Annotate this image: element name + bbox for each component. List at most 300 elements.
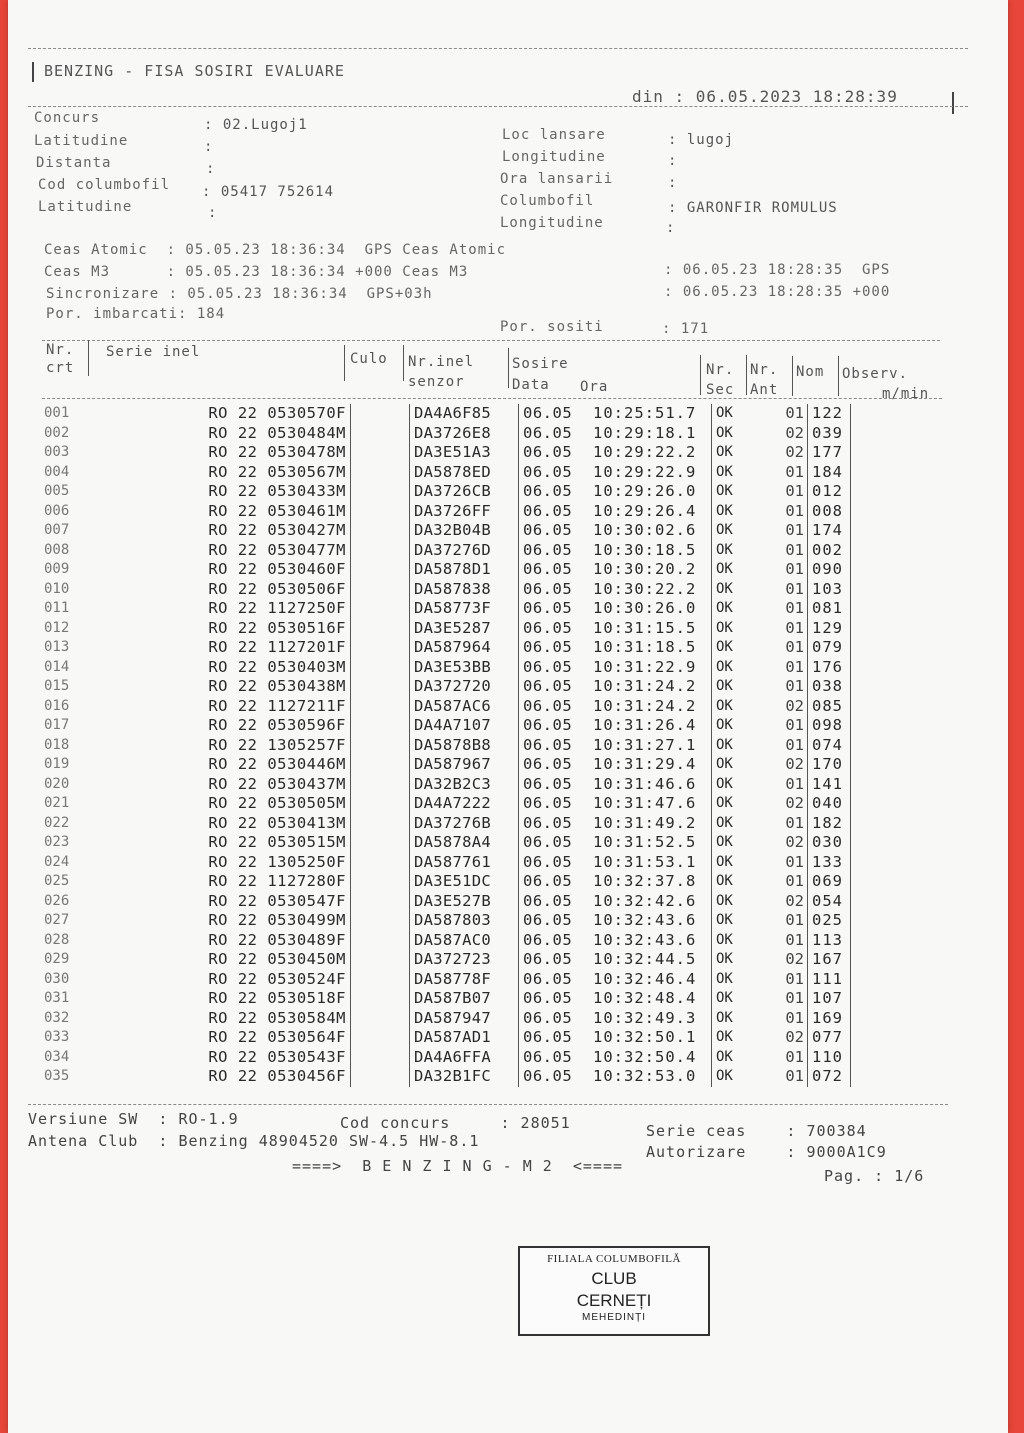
row-data: 06.05 xyxy=(523,1067,573,1085)
col-nom: Nom xyxy=(796,364,825,380)
row-data: 06.05 xyxy=(523,696,573,715)
row-data: 06.05 xyxy=(523,969,573,988)
col-nr-ant-1: Nr. xyxy=(750,362,779,378)
row-nr-ant: 02 xyxy=(774,424,808,444)
row-data: 06.05 xyxy=(523,716,573,734)
row-nr-sec: OK xyxy=(716,951,733,967)
row-nr-sec: OK xyxy=(716,970,733,987)
stamp-line-filiala: FILIALA COLUMBOFILĂ xyxy=(547,1253,681,1265)
table-row xyxy=(44,911,851,931)
por-sositi-label: Por. sositi xyxy=(500,319,604,335)
info-label-columbofil: Columbofil xyxy=(500,193,595,209)
table-row xyxy=(44,482,851,502)
row-ora: 10:29:22.2 xyxy=(593,443,712,463)
row-nr-sec: OK xyxy=(716,990,733,1006)
row-culo xyxy=(351,1067,410,1087)
row-nr: 012 xyxy=(44,619,70,636)
row-nr-ant: 01 xyxy=(774,814,808,834)
footer-cod-concurs: Cod concurs : 28051 xyxy=(340,1114,571,1132)
row-nr-sec: OK xyxy=(716,541,733,558)
table-row xyxy=(44,560,851,580)
row-nom: 170 xyxy=(808,755,851,775)
row-culo xyxy=(351,814,410,834)
row-ora: 10:31:47.6 xyxy=(593,794,712,814)
row-ora: 10:32:50.4 xyxy=(593,1048,712,1068)
row-serie-inel: RO 22 1127250F xyxy=(94,599,351,619)
row-data: 06.05 xyxy=(523,638,573,656)
row-nr: 014 xyxy=(44,658,70,675)
col-divider-2 xyxy=(344,345,345,381)
row-nr-inel-senzor: DA587AD1 xyxy=(410,1028,519,1048)
row-serie-inel: RO 22 0530564F xyxy=(94,1028,351,1048)
row-serie-inel: RO 22 1127201F xyxy=(94,638,351,658)
table-row xyxy=(44,736,851,756)
col-nr-sec-1: Nr. xyxy=(706,362,735,378)
row-nom: 012 xyxy=(808,482,851,502)
table-row xyxy=(44,599,851,619)
row-nr-ant: 02 xyxy=(774,443,808,463)
info-value-ora-lansarii: : xyxy=(668,175,678,191)
row-nr-ant: 01 xyxy=(774,502,808,522)
arrivals-table xyxy=(44,404,851,1087)
info-value-concurs: : 02.Lugoj1 xyxy=(204,117,308,133)
row-serie-inel: RO 22 0530567M xyxy=(94,463,351,483)
stamp-line-cerneti: CERNEȚI xyxy=(576,1291,652,1310)
row-nr-inel-senzor: DA3726FF xyxy=(410,502,519,522)
table-row xyxy=(44,892,851,912)
row-nr-inel-senzor: DA4A7222 xyxy=(410,794,519,814)
row-nom: 122 xyxy=(808,404,851,424)
col-culo: Culo xyxy=(350,351,388,367)
row-nr-inel-senzor: DA3E53BB xyxy=(410,658,519,678)
row-nom: 079 xyxy=(808,638,851,658)
row-serie-inel: RO 22 1305257F xyxy=(94,736,351,756)
row-nr-sec: OK xyxy=(716,502,733,519)
row-nom: 072 xyxy=(808,1067,851,1087)
col-divider-7 xyxy=(792,356,793,396)
row-data: 06.05 xyxy=(523,657,573,676)
row-data: 06.05 xyxy=(523,911,573,929)
row-nr: 017 xyxy=(44,717,70,733)
row-nr: 034 xyxy=(44,1048,70,1065)
row-nr-ant: 01 xyxy=(774,989,808,1009)
row-nr: 002 xyxy=(44,424,70,441)
row-nr-ant: 01 xyxy=(774,580,808,600)
row-culo xyxy=(351,502,410,522)
row-ora: 10:25:51.7 xyxy=(593,404,712,424)
row-nom: 081 xyxy=(808,599,851,619)
col-data: Data xyxy=(512,377,550,393)
row-data: 06.05 xyxy=(523,774,573,793)
row-nom: 111 xyxy=(808,970,851,990)
row-nr-inel-senzor: DA372723 xyxy=(410,950,519,970)
col-divider-3 xyxy=(403,345,404,381)
row-serie-inel: RO 22 0530403M xyxy=(94,658,351,678)
row-nr-inel-senzor: DA587AC6 xyxy=(410,697,519,717)
row-ora: 10:30:18.5 xyxy=(593,541,712,561)
row-serie-inel: RO 22 0530413M xyxy=(94,814,351,834)
table-row xyxy=(44,1067,851,1087)
table-row xyxy=(44,716,851,736)
row-data: 06.05 xyxy=(523,521,573,539)
row-nr-ant: 01 xyxy=(774,677,808,697)
row-nr-ant: 01 xyxy=(774,736,808,756)
row-serie-inel: RO 22 0530505M xyxy=(94,794,351,814)
row-nr-inel-senzor: DA372720 xyxy=(410,677,519,697)
row-culo xyxy=(351,1028,410,1048)
table-row xyxy=(44,989,851,1009)
row-nr-ant: 01 xyxy=(774,1009,808,1029)
row-culo xyxy=(351,872,410,892)
row-nr-sec: OK xyxy=(716,1009,733,1026)
row-serie-inel: RO 22 0530437M xyxy=(94,775,351,795)
row-serie-inel: RO 22 0530547F xyxy=(94,892,351,912)
row-nom: 054 xyxy=(808,892,851,912)
row-nr: 007 xyxy=(44,522,70,538)
row-nr-sec: OK xyxy=(716,717,733,733)
row-data: 06.05 xyxy=(523,755,573,773)
row-nr: 016 xyxy=(44,697,70,714)
row-nr: 003 xyxy=(44,444,70,460)
row-nr-ant: 01 xyxy=(774,1067,808,1087)
row-nom: 177 xyxy=(808,443,851,463)
row-nom: 098 xyxy=(808,716,851,736)
clock-row-atomic-gps: : 06.05.23 18:28:35 GPS xyxy=(664,262,891,278)
row-nr: 008 xyxy=(44,541,70,558)
row-nr-ant: 01 xyxy=(774,775,808,795)
clock-row-m3-gps: : 06.05.23 18:28:35 +000 xyxy=(664,284,891,300)
footer-autorizare: Autorizare : 9000A1C9 xyxy=(646,1143,887,1161)
row-nom: 069 xyxy=(808,872,851,892)
row-nr-inel-senzor: DA37276B xyxy=(410,814,519,834)
row-nr-ant: 01 xyxy=(774,619,808,639)
row-serie-inel: RO 22 1127280F xyxy=(94,872,351,892)
col-sosire: Sosire xyxy=(512,356,569,372)
row-ora: 10:29:18.1 xyxy=(593,424,712,444)
row-ora: 10:31:53.1 xyxy=(593,853,712,873)
row-nr-sec: OK xyxy=(716,600,733,616)
row-nom: 030 xyxy=(808,833,851,853)
row-nr-inel-senzor: DA58778F xyxy=(410,970,519,990)
row-nr-ant: 01 xyxy=(774,716,808,736)
row-nr-inel-senzor: DA32B04B xyxy=(410,521,519,541)
row-nr-inel-senzor: DA5878ED xyxy=(410,463,519,483)
footer-dashed-rule xyxy=(28,1104,948,1105)
row-culo xyxy=(351,853,410,873)
table-row xyxy=(44,814,851,834)
row-nr-inel-senzor: DA5878D1 xyxy=(410,560,519,580)
row-culo xyxy=(351,482,410,502)
info-label-distanta: Distanta xyxy=(36,155,112,171)
row-ora: 10:32:46.4 xyxy=(593,970,712,990)
stamp-line-club: CLUB xyxy=(591,1269,637,1288)
row-ora: 10:30:26.0 xyxy=(593,599,712,619)
row-nr-sec: OK xyxy=(716,873,733,889)
row-nom: 008 xyxy=(808,502,851,522)
row-nr-inel-senzor: DA4A7107 xyxy=(410,716,519,736)
col-senzor: senzor xyxy=(408,374,465,390)
info-value-latitudine: : xyxy=(204,139,214,155)
table-header-dashed-rule xyxy=(42,398,942,399)
row-nr-inel-senzor: DA37276D xyxy=(410,541,519,561)
row-culo xyxy=(351,697,410,717)
row-nom: 002 xyxy=(808,541,851,561)
col-observ: Observ. xyxy=(842,366,909,382)
row-nr-ant: 02 xyxy=(774,950,808,970)
table-row xyxy=(44,794,851,814)
row-nr-sec: OK xyxy=(716,678,733,694)
row-culo xyxy=(351,911,410,931)
row-nr-ant: 02 xyxy=(774,1028,808,1048)
row-nr-inel-senzor: DA4A6FFA xyxy=(410,1048,519,1068)
info-value-longitudine-2: : xyxy=(666,220,676,236)
row-serie-inel: RO 22 0530516F xyxy=(94,619,351,639)
footer-serie-ceas: Serie ceas : 700384 xyxy=(646,1122,867,1140)
row-nr: 032 xyxy=(44,1009,70,1026)
row-nr-sec: OK xyxy=(716,912,733,928)
row-nr-sec: OK xyxy=(716,697,733,714)
table-row xyxy=(44,404,851,424)
row-nr: 024 xyxy=(44,853,70,870)
row-nr-inel-senzor: DA587947 xyxy=(410,1009,519,1029)
row-data: 06.05 xyxy=(523,501,573,520)
col-nr-ant-2: Ant xyxy=(750,382,779,398)
col-nr-inel: Nr.inel xyxy=(408,354,475,370)
table-row xyxy=(44,580,851,600)
table-row xyxy=(44,755,851,775)
row-serie-inel: RO 22 0530499M xyxy=(94,911,351,931)
row-nr-sec: OK xyxy=(716,892,733,909)
row-data: 06.05 xyxy=(523,852,573,871)
row-data: 06.05 xyxy=(523,462,573,481)
row-ora: 10:32:53.0 xyxy=(593,1067,712,1087)
row-nom: 085 xyxy=(808,697,851,717)
row-culo xyxy=(351,599,410,619)
info-label-latitudine-2: Latitudine xyxy=(38,199,133,215)
info-label-longitudine-2: Longitudine xyxy=(500,215,604,231)
row-serie-inel: RO 22 0530461M xyxy=(94,502,351,522)
row-data: 06.05 xyxy=(523,950,573,968)
row-ora: 10:31:22.9 xyxy=(593,658,712,678)
row-culo xyxy=(351,580,410,600)
row-ora: 10:31:29.4 xyxy=(593,755,712,775)
row-nr-sec: OK xyxy=(716,931,733,948)
row-nr-ant: 02 xyxy=(774,833,808,853)
table-row xyxy=(44,931,851,951)
row-culo xyxy=(351,989,410,1009)
row-data: 06.05 xyxy=(523,1047,573,1066)
row-nr-sec: OK xyxy=(716,522,733,538)
row-culo xyxy=(351,619,410,639)
row-nom: 169 xyxy=(808,1009,851,1029)
row-culo xyxy=(351,424,410,444)
row-data: 06.05 xyxy=(523,872,573,890)
row-nr-inel-senzor: DA58773F xyxy=(410,599,519,619)
table-row xyxy=(44,775,851,795)
row-nr: 020 xyxy=(44,775,70,792)
row-nr: 004 xyxy=(44,463,70,480)
row-ora: 10:31:18.5 xyxy=(593,638,712,658)
row-nr-ant: 01 xyxy=(774,541,808,561)
col-divider-6 xyxy=(746,355,747,395)
row-nr-ant: 01 xyxy=(774,599,808,619)
row-serie-inel: RO 22 0530433M xyxy=(94,482,351,502)
info-value-longitudine: : xyxy=(668,153,678,169)
col-mmin: m/min xyxy=(882,386,930,402)
table-row xyxy=(44,521,851,541)
row-nr-inel-senzor: DA587838 xyxy=(410,580,519,600)
row-ora: 10:29:22.9 xyxy=(593,463,712,483)
row-nr: 009 xyxy=(44,561,70,577)
row-culo xyxy=(351,404,410,424)
row-nr-ant: 02 xyxy=(774,892,808,912)
row-nom: 167 xyxy=(808,950,851,970)
row-nom: 025 xyxy=(808,911,851,931)
row-data: 06.05 xyxy=(523,540,573,559)
row-nr-ant: 01 xyxy=(774,482,808,502)
row-nr: 022 xyxy=(44,814,70,831)
row-nr-ant: 01 xyxy=(774,404,808,424)
row-ora: 10:32:48.4 xyxy=(593,989,712,1009)
row-nr-ant: 01 xyxy=(774,638,808,658)
row-ora: 10:29:26.0 xyxy=(593,482,712,502)
info-value-loc-lansare: : lugoj xyxy=(668,132,735,148)
row-ora: 10:32:49.3 xyxy=(593,1009,712,1029)
row-ora: 10:32:43.6 xyxy=(593,911,712,931)
row-serie-inel: RO 22 0530478M xyxy=(94,443,351,463)
header-dashed-rule xyxy=(28,106,968,107)
col-serie-inel: Serie inel xyxy=(106,344,201,360)
info-value-cod-columbofil: : 05417 752614 xyxy=(202,184,335,200)
col-divider-5 xyxy=(700,355,701,395)
row-nr: 006 xyxy=(44,502,70,519)
row-data: 06.05 xyxy=(523,1028,573,1046)
stamp-line-mehedinti: MEHEDINȚI xyxy=(582,1312,646,1323)
info-value-latitudine-2: : xyxy=(208,205,218,221)
row-nom: 129 xyxy=(808,619,851,639)
row-nr: 011 xyxy=(44,600,70,616)
row-culo xyxy=(351,541,410,561)
clock-row-sincronizare: Sincronizare : 05.05.23 18:36:34 GPS+03h xyxy=(46,286,433,302)
row-nr-sec: OK xyxy=(716,756,733,772)
row-nr: 027 xyxy=(44,912,70,928)
row-culo xyxy=(351,833,410,853)
row-nr-inel-senzor: DA32B2C3 xyxy=(410,775,519,795)
row-ora: 10:30:02.6 xyxy=(593,521,712,541)
row-nr-sec: OK xyxy=(716,463,733,480)
row-serie-inel: RO 22 0530427M xyxy=(94,521,351,541)
report-date: din : 06.05.2023 18:28:39 xyxy=(632,87,898,106)
row-nom: 174 xyxy=(808,521,851,541)
row-serie-inel: RO 22 0530518F xyxy=(94,989,351,1009)
row-nr: 029 xyxy=(44,951,70,967)
row-nr: 025 xyxy=(44,873,70,889)
table-row xyxy=(44,1048,851,1068)
row-nr-inel-senzor: DA587761 xyxy=(410,853,519,873)
row-nr: 001 xyxy=(44,405,70,421)
row-serie-inel: RO 22 0530506F xyxy=(94,580,351,600)
row-ora: 10:29:26.4 xyxy=(593,502,712,522)
row-ora: 10:31:27.1 xyxy=(593,736,712,756)
row-nom: 110 xyxy=(808,1048,851,1068)
footer-versiune-sw: Versiune SW : RO-1.9 xyxy=(28,1110,239,1128)
row-culo xyxy=(351,970,410,990)
row-nr-inel-senzor: DA5878A4 xyxy=(410,833,519,853)
row-culo xyxy=(351,716,410,736)
row-culo xyxy=(351,950,410,970)
row-ora: 10:32:42.6 xyxy=(593,892,712,912)
row-data: 06.05 xyxy=(523,1008,573,1027)
info-value-columbofil: : GARONFIR ROMULUS xyxy=(668,200,838,216)
row-nr-sec: OK xyxy=(716,795,733,811)
row-nr-sec: OK xyxy=(716,444,733,460)
row-serie-inel: RO 22 1305250F xyxy=(94,853,351,873)
clock-row-atomic: Ceas Atomic : 05.05.23 18:36:34 GPS Ceas Atomic xyxy=(44,242,507,258)
row-serie-inel: RO 22 0530489F xyxy=(94,931,351,951)
row-culo xyxy=(351,892,410,912)
table-row xyxy=(44,541,851,561)
row-nom: 176 xyxy=(808,658,851,678)
row-nom: 107 xyxy=(808,989,851,1009)
row-nr-inel-senzor: DA5878B8 xyxy=(410,736,519,756)
row-nom: 182 xyxy=(808,814,851,834)
row-nr: 021 xyxy=(44,795,70,811)
row-nr-inel-senzor: DA587803 xyxy=(410,911,519,931)
row-nr-sec: OK xyxy=(716,580,733,597)
row-nom: 039 xyxy=(808,424,851,444)
printout-sheet xyxy=(8,0,1008,1433)
row-data: 06.05 xyxy=(523,443,573,461)
table-top-dashed-rule xyxy=(42,340,940,341)
table-row xyxy=(44,677,851,697)
row-data: 06.05 xyxy=(523,891,573,910)
row-nom: 103 xyxy=(808,580,851,600)
row-nr-ant: 01 xyxy=(774,853,808,873)
por-imbarcati: Por. imbarcati: 184 xyxy=(46,306,226,322)
row-culo xyxy=(351,521,410,541)
row-nr-sec: OK xyxy=(716,483,733,499)
info-label-latitudine: Latitudine xyxy=(34,133,129,149)
table-row xyxy=(44,1028,851,1048)
row-ora: 10:31:15.5 xyxy=(593,619,712,639)
row-nom: 074 xyxy=(808,736,851,756)
row-nr-ant: 01 xyxy=(774,911,808,931)
row-culo xyxy=(351,736,410,756)
row-serie-inel: RO 22 0530484M xyxy=(94,424,351,444)
row-nr-ant: 02 xyxy=(774,697,808,717)
table-row xyxy=(44,658,851,678)
col-ora: Ora xyxy=(580,379,609,395)
row-nom: 077 xyxy=(808,1028,851,1048)
row-nr-ant: 01 xyxy=(774,658,808,678)
table-row xyxy=(44,619,851,639)
info-label-ora-lansarii: Ora lansarii xyxy=(500,171,614,187)
row-culo xyxy=(351,775,410,795)
info-label-loc-lansare: Loc lansare xyxy=(502,127,606,143)
row-culo xyxy=(351,1009,410,1029)
row-nr-sec: OK xyxy=(716,853,733,870)
col-divider-1 xyxy=(88,340,89,376)
col-divider-8 xyxy=(838,356,839,396)
table-row xyxy=(44,463,851,483)
row-nr: 005 xyxy=(44,483,70,499)
row-culo xyxy=(351,677,410,697)
top-dashed-rule xyxy=(28,48,968,49)
row-nom: 090 xyxy=(808,560,851,580)
row-culo xyxy=(351,658,410,678)
row-nr-ant: 01 xyxy=(774,931,808,951)
row-nr-sec: OK xyxy=(716,736,733,753)
